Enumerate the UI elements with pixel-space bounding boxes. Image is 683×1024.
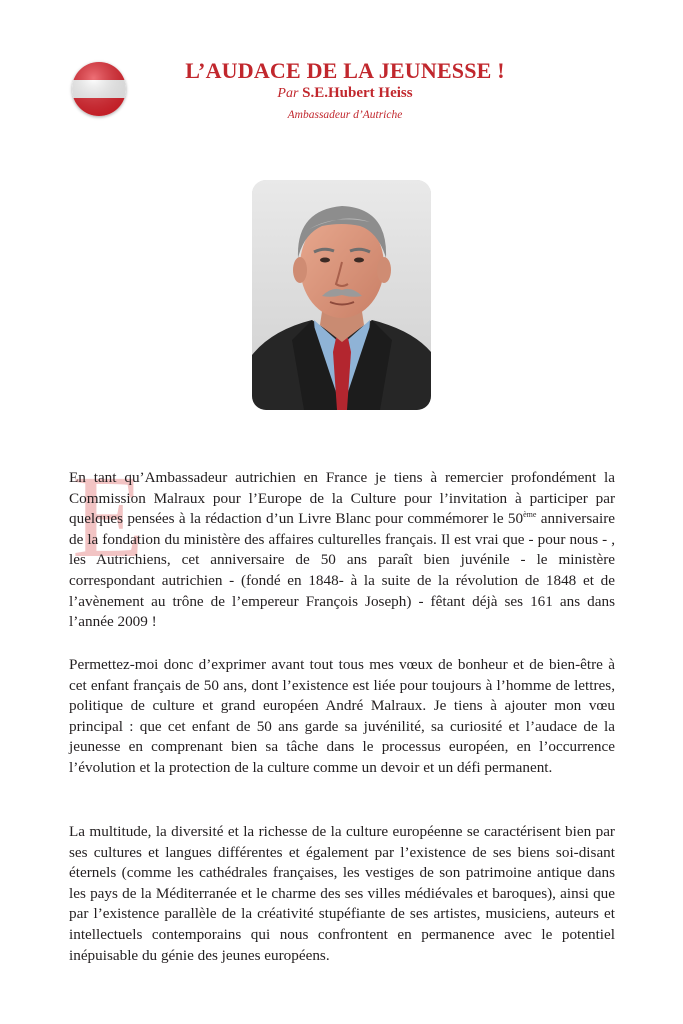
drop-cap-letter: E — [72, 451, 145, 582]
austria-flag-icon — [72, 62, 126, 116]
author-role: Ambassadeur d’Autriche — [287, 109, 403, 121]
paragraph-1-text: En tant qu’Ambassadeur autrichien en France je tiens à remercier profondément la Commission Malraux pour l’Europe de la Culture pour l’invitation à participer par quelques pensées à la rédaction d’un Livre Blanc pour commémorer le 50 — [69, 469, 615, 528]
paragraph-2: Permettez-moi donc d’exprimer avant tout tous mes vœux de bonheur et de bien-être à cet enfant français de 50 ans, dont l’existence est liée pour toujours à l’homme de lettres, politique de culture et grand européen André Malraux. Je tiens à ajouter mon vœu principal : que cet enfant de 50 ans garde sa juvénilité, sa curiosité et l’audace de la jeunesse en comprenant bien sa tâche dans le processus européen, en l’occurrence l’évolution et la protection de la culture comme un devoir et un défi permanent. — [69, 656, 615, 776]
author-byline — [150, 85, 540, 102]
byline-prefix: Par — [277, 86, 299, 101]
paragraph-3: La multitude, la diversité et la richesse de la culture européenne se caractérisent bien par ses cultures et langues différentes et également par l’existence de ses biens soi-disant éternels (comme les cathédrales françaises, les vestiges de son patrimoine antique dans les pays de la Méditerranée et le charme des ses villes médiévales et baroques), ainsi que par l’existence parallèle de la créativité stupéfiante de ses artistes, musiciens, auteurs et intellectuels contemporains qui nous confrontent en permanence avec le potentiel inépuisable du génie des jeunes européens. — [69, 823, 615, 964]
paragraph-1 — [69, 468, 615, 633]
author-name: S.E.Hubert Heiss — [302, 85, 413, 101]
author-portrait — [252, 180, 431, 410]
paragraph-1-text-cont: anniversaire de la fondation du ministère des affaires culturelles français. Il est vrai que - pour nous - , les Autrichiens, cet anniversaire de 50 ans paraît bien juvénile - le ministère correspondant autrichien - (fondé en 1848- à la suite de la révolution de 1848 et de l’avènement au trône de l’empereur François Joseph) - fêtant déjà ses 161 ans dans l’année 2009 ! — [69, 510, 615, 631]
article-title: L’AUDACE DE LA JEUNESSE ! — [185, 58, 505, 83]
ordinal-superscript: ème — [523, 510, 537, 520]
